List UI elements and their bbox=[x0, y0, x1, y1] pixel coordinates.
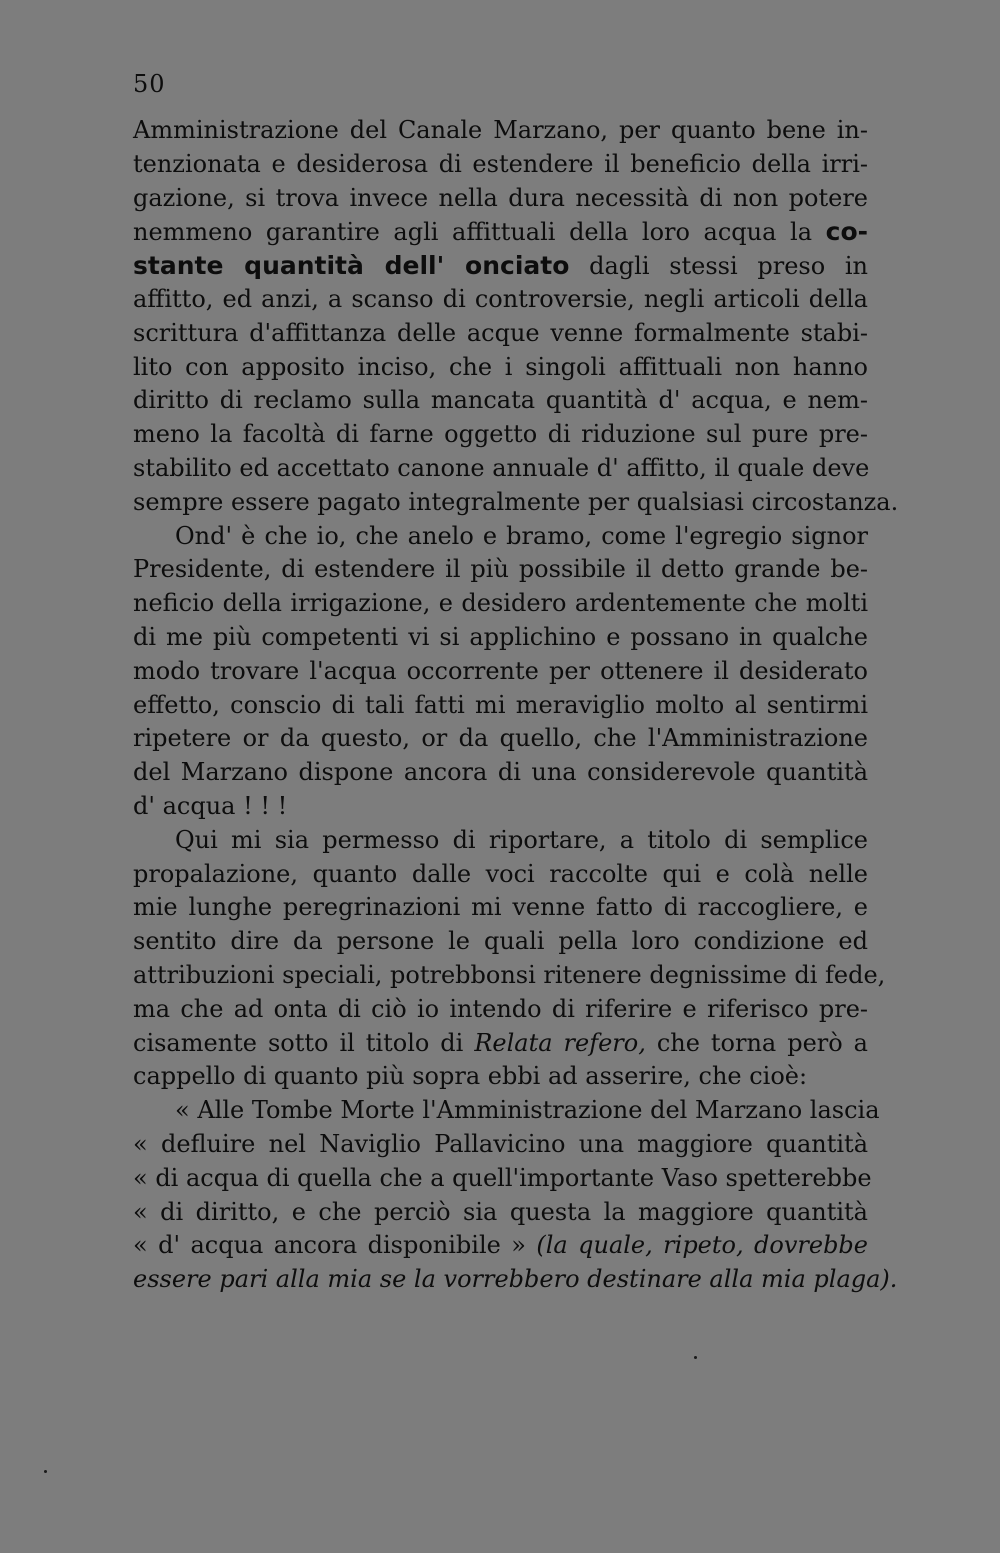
ink-speck bbox=[694, 1356, 697, 1359]
text-line bbox=[133, 215, 868, 249]
text-line: del Marzano dispone ancora di una considerevole quantità bbox=[133, 758, 868, 787]
text-run: nemmeno garantire agli affittuali della loro acqua la bbox=[133, 218, 813, 247]
quote-line: « defluire nel Naviglio Pallavicino una maggiore quantità bbox=[133, 1129, 868, 1158]
paragraph-start-line: Qui mi sia permesso di riportare, a titolo di semplice bbox=[175, 825, 868, 854]
ink-speck bbox=[44, 1470, 47, 1473]
quote-start-line: « Alle Tombe Morte l'Amministrazione del Marzano lascia bbox=[175, 1096, 880, 1125]
text-line: d' acqua ! ! ! bbox=[133, 791, 288, 820]
text-line: modo trovare l'acqua occorrente per ottenere il desiderato bbox=[133, 656, 868, 685]
text-line: stabilito ed accettato canone annuale d' affitto, il quale deve bbox=[133, 453, 870, 482]
text-line: affitto, ed anzi, a scanso di controversie, negli articoli della bbox=[133, 284, 868, 313]
text-line: sempre essere pagato integralmente per qualsiasi circostanza. bbox=[133, 487, 899, 516]
text-run: che torna però a bbox=[656, 1028, 868, 1057]
text-run: cisamente sotto il titolo di bbox=[133, 1028, 464, 1057]
quote-line: « di acqua di quella che a quell'importante Vaso spetterebbe bbox=[133, 1163, 872, 1192]
text-line: propalazione, quanto dalle voci raccolte qui e colà nelle bbox=[133, 859, 868, 888]
italic-text: (la quale, ripeto, dovrebbe bbox=[536, 1231, 868, 1260]
emphasis-text: stante quantità dell' onciato bbox=[133, 251, 570, 281]
text-line: meno la facoltà di farne oggetto di riduzione sul pure pre- bbox=[133, 420, 868, 449]
text-line: ma che ad onta di ciò io intendo di riferire e riferisco pre- bbox=[133, 994, 868, 1023]
paragraph-start-line: Ond' è che io, che anelo e bramo, come l'egregio signor bbox=[175, 521, 868, 550]
text-line: effetto, conscio di tali fatti mi meraviglio molto al sentirmi bbox=[133, 690, 868, 719]
quote-line: « di diritto, e che perciò sia questa la maggiore quantità bbox=[133, 1197, 868, 1226]
text-line: lito con apposito inciso, che i singoli affittuali non hanno bbox=[133, 352, 868, 381]
text-line: Presidente, di estendere il più possibile il detto grande be- bbox=[133, 555, 868, 584]
italic-line: essere pari alla mia se la vorrebbero destinare alla mia plaga). bbox=[133, 1265, 898, 1294]
text-line: neficio della irrigazione, e desidero ardentemente che molti bbox=[133, 589, 868, 618]
text-line bbox=[133, 1027, 868, 1061]
text-line: Amministrazione del Canale Marzano, per quanto bene in- bbox=[133, 116, 868, 144]
text-run: « d' acqua ancora disponibile » bbox=[133, 1231, 526, 1260]
text-line: cappello di quanto più sopra ebbi ad asserire, che cioè: bbox=[133, 1062, 808, 1091]
body-text bbox=[133, 114, 899, 1297]
text-line: mie lunghe peregrinazioni mi venne fatto di raccogliere, e bbox=[133, 893, 868, 922]
page-number: 50 bbox=[133, 70, 166, 98]
text-line: scrittura d'affittanza delle acque venne formalmente stabi- bbox=[133, 318, 868, 347]
text-line: tenzionata e desiderosa di estendere il beneficio della irri- bbox=[133, 149, 868, 178]
quote-line bbox=[133, 1229, 868, 1263]
text-line: ripetere or da questo, or da quello, che l'Amministrazione bbox=[133, 724, 868, 753]
italic-text: Relata refero, bbox=[474, 1028, 646, 1057]
text-line: attribuzioni speciali, potrebbonsi ritenere degnissime di fede, bbox=[133, 960, 886, 989]
text-line: diritto di reclamo sulla mancata quantità d' acqua, e nem- bbox=[133, 386, 868, 415]
text-line: di me più competenti vi si applichino e possano in qualche bbox=[133, 622, 868, 651]
text-run: dagli stessi preso in bbox=[589, 252, 868, 281]
text-line: sentito dire da persone le quali pella loro condizione ed bbox=[133, 927, 868, 956]
text-line: gazione, si trova invece nella dura necessità di non potere bbox=[133, 183, 868, 212]
text-line bbox=[133, 249, 868, 283]
emphasis-text: co- bbox=[825, 217, 868, 247]
